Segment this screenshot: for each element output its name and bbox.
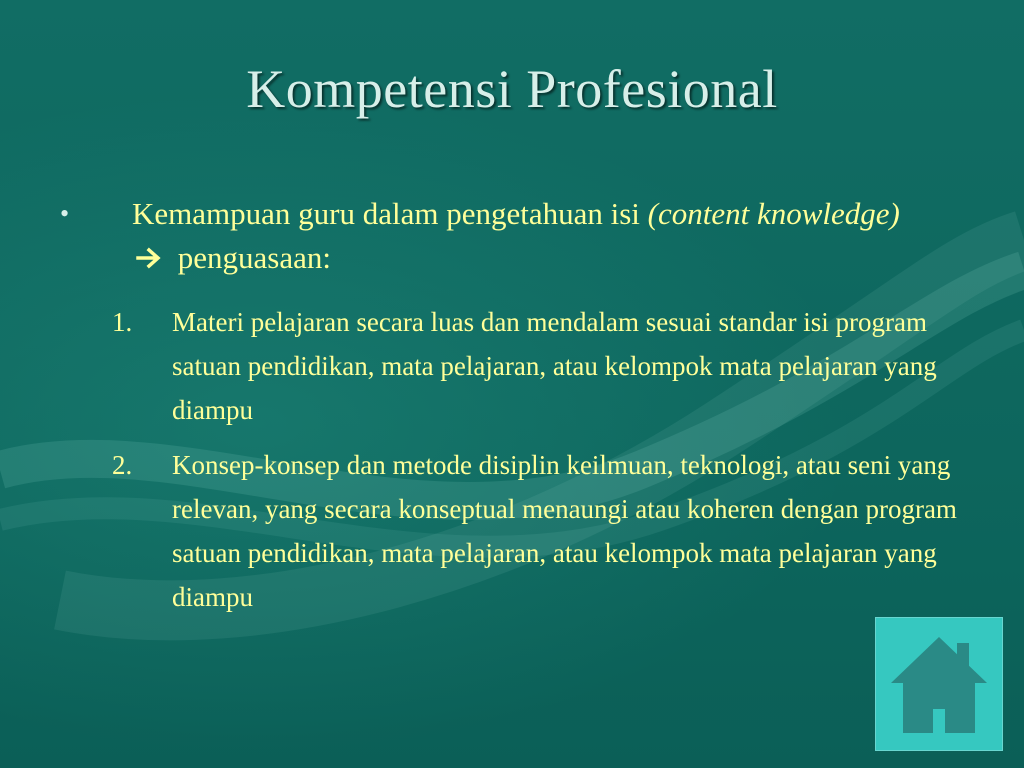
item-number: 2.: [112, 450, 133, 480]
bullet-row: [60, 192, 910, 280]
right-arrow-icon: [136, 237, 164, 259]
home-button[interactable]: [875, 617, 1003, 751]
bullet-marker: •: [60, 199, 70, 228]
bullet-point: [60, 192, 910, 280]
bullet-text-after: penguasaan:: [170, 240, 331, 275]
home-icon: [875, 617, 1003, 751]
numbered-item-2: [112, 443, 972, 619]
slide-title: Kompetensi Profesional: [246, 59, 778, 119]
item-number: 1.: [112, 307, 133, 337]
numbered-item-1: [112, 300, 972, 432]
item-text: Materi pelajaran secara luas dan mendalam sesuai standar isi program satuan pendidikan, mata pelajaran, atau kelompok mata pelajaran yang diampu: [172, 307, 937, 425]
bullet-italic-text: (content knowledge): [647, 196, 900, 231]
item-text: Konsep-konsep dan metode disiplin keilmuan, teknologi, atau seni yang relevan, yang secara konseptual menaungi atau koheren dengan program satuan pendidikan, mata pelajaran, atau kelompok mata pelajaran yang diampu: [172, 450, 957, 612]
bullet-text-before: Kemampuan guru dalam pengetahuan isi: [132, 196, 648, 231]
